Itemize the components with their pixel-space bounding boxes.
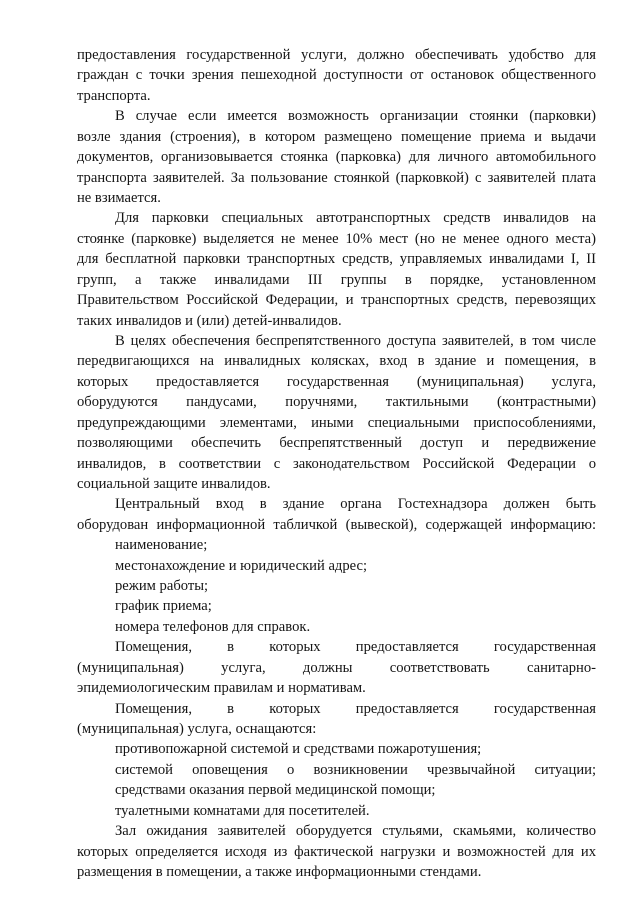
text-line: таких инвалидов и (или) детей-инвалидов. [77,313,342,329]
list-item: противопожарной системой и средствами пожаротушения; [115,741,482,757]
text-line: транспорта. [77,88,151,104]
text-line: граждан с точки зрения пешеходной доступности от остановок общественного [77,67,596,83]
text-line: В случае если имеется возможность организации стоянки (парковки) [115,108,596,124]
text-line: передвигающихся на инвалидных колясках, вход в здание и помещения, в [77,353,596,369]
list-item: средствами оказания первой медицинской помощи; [115,782,436,798]
text-line: для бесплатной парковки транспортных средств, управляемых инвалидами I, II [77,251,596,267]
text-line: которых определяется исходя из фактической нагрузки и возможностей для их [77,844,596,860]
text-line: которых предоставляется государственная (муниципальная) услуга, [77,374,596,390]
text-line: Правительством Российской Федерации, и транспортных средств, перевозящих [77,292,596,308]
list-item: номера телефонов для справок. [115,619,311,635]
list-item: график приема; [115,598,212,614]
text-line: Зал ожидания заявителей оборудуется стульями, скамьями, количество [115,823,596,839]
text-line: Центральный вход в здание органа Гостехнадзора должен быть [115,496,596,512]
text-line: оборудован информационной табличкой (вывеской), содержащей информацию: [77,517,596,533]
text-line: возле здания (строения), в котором размещено помещение приема и выдачи [77,129,596,145]
text-line: предоставления государственной услуги, должно обеспечивать удобство для [77,47,596,63]
text-line: Помещения, в которых предоставляется государственная [115,639,596,655]
text-line: транспорта заявителей. За пользование стоянкой (парковкой) с заявителей плата [77,170,596,186]
list-item: режим работы; [115,578,209,594]
text-line: (муниципальная) услуга, должны соответствовать санитарно- [77,660,596,676]
text-line: предупреждающими элементами, иными специальными приспособлениями, [77,415,596,431]
text-line: В целях обеспечения беспрепятственного доступа заявителей, в том числе [115,333,596,349]
text-line: (муниципальная) услуга, оснащаются: [77,721,317,737]
text-line: оборудуются пандусами, поручнями, тактильными (контрастными) [77,394,596,410]
list-item: туалетными комнатами для посетителей. [115,803,370,819]
text-line: стоянке (парковке) выделяется не менее 10% мест (но не менее одного места) [77,231,596,247]
list-item: системой оповещения о возникновении чрезвычайной ситуации; [115,762,596,778]
text-line: социальной защите инвалидов. [77,476,271,492]
text-line: позволяющими обеспечить беспрепятственный доступ и передвижение [77,435,596,451]
text-line: инвалидов, в соответствии с законодательством Российской Федерации о [77,456,596,472]
text-line: Помещения, в которых предоставляется государственная [115,701,596,717]
text-line: групп, а также инвалидами III группы в порядке, установленном [77,272,596,288]
text-line: не взимается. [77,190,161,206]
text-line: Для парковки специальных автотранспортных средств инвалидов на [115,210,596,226]
text-line: документов, организовывается стоянка (парковка) для личного автомобильного [77,149,596,165]
text-line: эпидемиологическим правилам и нормативам. [77,680,366,696]
list-item: наименование; [115,537,208,553]
list-item: местонахождение и юридический адрес; [115,558,368,574]
text-line: размещения в помещении, а также информационными стендами. [77,864,482,880]
